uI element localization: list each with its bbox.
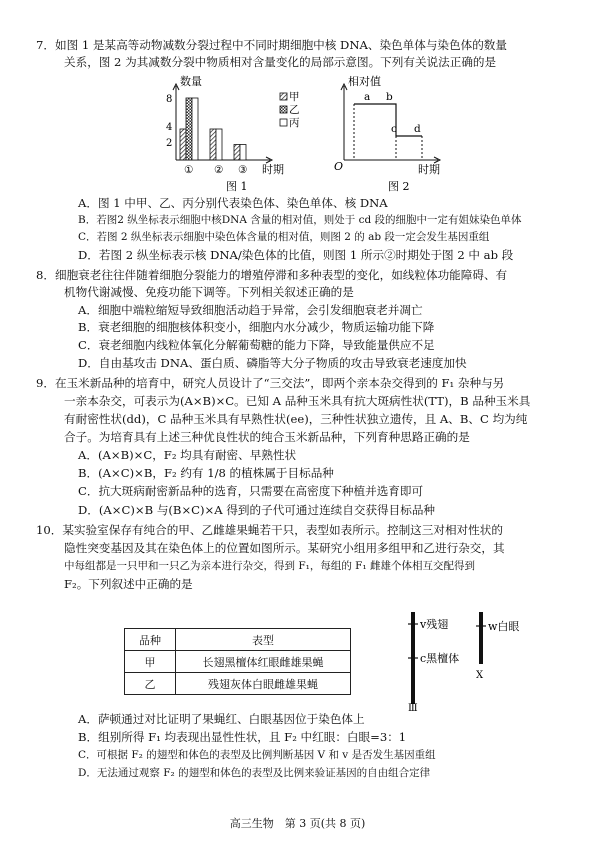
q9-stem-line2: 一亲本杂交，可表示为(A×B)×C。已知 A 品种玉米具有抗大斑病性状(TT)，B 品种玉米具 — [64, 394, 531, 408]
legend-label-bing: 丙 — [289, 117, 300, 129]
q7-stem-line1: 7．如图 1 是某高等动物减数分裂过程中不同时期细胞中核 DNA、染色单体与染色体的数量 — [36, 38, 507, 52]
table-header-row — [125, 629, 351, 651]
bar-丙-1 — [192, 98, 198, 160]
table-cell: 甲 — [125, 651, 176, 673]
q8-option-a[interactable]: A．细胞中端粒缩短导致细胞活动趋于异常，会引发细胞衰老并凋亡 — [78, 303, 423, 317]
q10-option-c[interactable]: C．可根据 F₂ 的翅型和体色的表型及比例判断基因 V 和 v 是否发生基因重组 — [78, 749, 436, 761]
q8-stem-line1: 8．细胞衰老往往伴随着细胞分裂能力的增殖停滞和多种表型的变化，如线粒体功能障碍、有 — [36, 268, 508, 282]
bar-甲-1 — [180, 129, 186, 160]
figure-2-point-a: a — [364, 91, 371, 103]
q7-option-a[interactable]: A．图 1 中甲、乙、丙分别代表染色体、染色单体、核 DNA — [78, 196, 388, 210]
q10-stem-line1: 10．某实验室保存有纯合的甲、乙雌雄果蝇若干只，表型如表所示。控制这三对相对性状的 — [36, 523, 503, 537]
figure-1-bar-chart — [158, 74, 308, 194]
q10-stem-line2: 隐性突变基因及其在染色体上的位置如图所示。某研究小组用多组甲和乙进行杂交，其 — [64, 541, 505, 555]
figure-1-group-1: ① — [184, 164, 194, 176]
q7-option-d[interactable]: D．若图 2 纵坐标表示核 DNA/染色体的比值，则图 1 所示②时期处于图 2 中 ab 段 — [78, 248, 514, 262]
q9-stem-line1: 9．在玉米新品种的培育中，研究人员设计了“三交法”，即两个亲本杂交得到的 F₁ 杂种与另 — [36, 376, 505, 390]
table-cell: 残翅灰体白眼雌雄果蝇 — [176, 673, 351, 695]
table-cell: 长翅黑檀体红眼雌雄果蝇 — [176, 651, 351, 673]
q8-option-d[interactable]: D．自由基攻击 DNA、蛋白质、磷脂等大分子物质的攻击导致衰老速度加快 — [78, 356, 467, 370]
q10-stem-line4: F₂。下列叙述中正确的是 — [64, 577, 193, 591]
legend-swatch-yi — [280, 106, 287, 113]
table-row — [125, 673, 351, 695]
q8-stem-line2: 机物代谢减慢、免疫功能下调等。下列相关叙述正确的是 — [64, 285, 354, 299]
q7-option-c[interactable]: C．若图 2 纵坐标表示细胞中染色体含量的相对值，则图 2 的 ab 段一定会发生基因重组 — [78, 231, 490, 243]
figure-2-origin: O — [334, 160, 344, 173]
q9-option-b[interactable]: B．(A×C)×B，F₂ 约有 1/8 的植株属于目标品种 — [78, 466, 334, 480]
q7-stem-line2: 关系，图 2 为其减数分裂中物质相对含量变化的局部示意图。下列有关说法正确的是 — [64, 55, 497, 69]
figure-2-xlabel: 时期 — [418, 163, 440, 176]
chromosome-x — [479, 612, 483, 664]
q9-option-a[interactable]: A．(A×B)×C，F₂ 均具有耐密、早熟性状 — [78, 448, 297, 462]
q10-option-a[interactable]: A．萨顿通过对比证明了果蝇红、白眼基因位于染色体上 — [78, 712, 365, 726]
figure-1-group-2: ② — [214, 164, 224, 176]
figure-1-caption: 图 1 — [226, 180, 248, 193]
figure-1-tick-8: 8 — [166, 94, 173, 105]
q9-option-c[interactable]: C．抗大斑病耐密新品种的选育，只需要在高密度下种植并选育即可 — [78, 484, 424, 498]
bar-乙-1 — [186, 98, 192, 160]
q9-stem-line3: 有耐密性状(dd)，C 品种玉米具有早熟性状(ee)，三种性状独立遗传，且 A、B、C 均为纯 — [64, 412, 528, 426]
figure-1-tick-4: 4 — [166, 122, 173, 133]
figure-2-caption: 图 2 — [388, 180, 410, 193]
figure-2-ylabel: 相对值 — [348, 75, 381, 88]
q9-option-d[interactable]: D．(A×C)×B 与(B×C)×A 得到的子代可通过连续自交获得目标品种 — [78, 503, 436, 517]
legend-label-jia: 甲 — [289, 91, 300, 103]
gene-v-label: v残翅 — [420, 618, 449, 631]
chromosome-iii-label: Ⅲ — [408, 703, 418, 712]
figure-1-group-3: ③ — [238, 164, 248, 176]
bar-丙-3 — [240, 145, 246, 161]
bar-丙-2 — [216, 129, 222, 160]
bar-甲-2 — [210, 129, 216, 160]
q10-option-b[interactable]: B．组别所得 F₁ 均表现出显性性状，且 F₂ 中红眼：白眼=3：1 — [78, 730, 407, 744]
figure-1-ylabel: 数量 — [180, 75, 202, 88]
gene-c-label: c黑檀体 — [420, 652, 460, 665]
bar-甲-3 — [234, 145, 240, 161]
figure-2-curve — [354, 104, 422, 136]
figure-1-xlabel: 时期 — [262, 163, 284, 176]
figure-2-point-c: c — [391, 123, 397, 135]
legend-swatch-jia — [280, 93, 287, 100]
table-cell: 乙 — [125, 673, 176, 695]
table-header-cell: 品种 — [125, 629, 176, 651]
table-row — [125, 651, 351, 673]
q10-stem-line3: 中每组都是一只甲和一只乙为亲本进行杂交，得到 F₁，每组的 F₁ 雌雄个体相互交配得到 — [64, 560, 476, 572]
phenotype-table — [124, 628, 351, 695]
q8-option-b[interactable]: B．衰老细胞的细胞核体积变小，细胞内水分减少，物质运输功能下降 — [78, 320, 435, 334]
table-header-cell: 表型 — [176, 629, 351, 651]
figure-2-point-d: d — [414, 123, 421, 135]
figure-2-point-b: b — [386, 91, 393, 103]
figure-2-line-chart — [330, 74, 470, 194]
q10-option-d[interactable]: D．无法通过观察 F₂ 的翅型和体色的表型及比例来验证基因的自由组合定律 — [78, 767, 431, 779]
legend-label-yi: 乙 — [289, 104, 300, 116]
page-footer: 高三生物 第 3 页(共 8 页) — [229, 817, 366, 830]
gene-w-label: w白眼 — [488, 620, 520, 633]
chromosome-diagram — [405, 608, 535, 712]
q7-option-b[interactable]: B．若图2 纵坐标表示细胞中核DNA 含量的相对值，则处于 cd 段的细胞中一定有姐妹染色单体 — [78, 214, 522, 226]
figure-1-tick-2: 2 — [166, 138, 173, 149]
legend-swatch-bing — [280, 119, 287, 126]
q9-stem-line4: 合子。为培育具有上述三种优良性状的纯合玉米新品种，下列育种思路正确的是 — [64, 430, 470, 444]
chromosome-x-label: X — [476, 670, 484, 681]
q8-option-c[interactable]: C．衰老细胞内线粒体氧化分解葡萄糖的能力下降，导致能量供应不足 — [78, 338, 435, 352]
